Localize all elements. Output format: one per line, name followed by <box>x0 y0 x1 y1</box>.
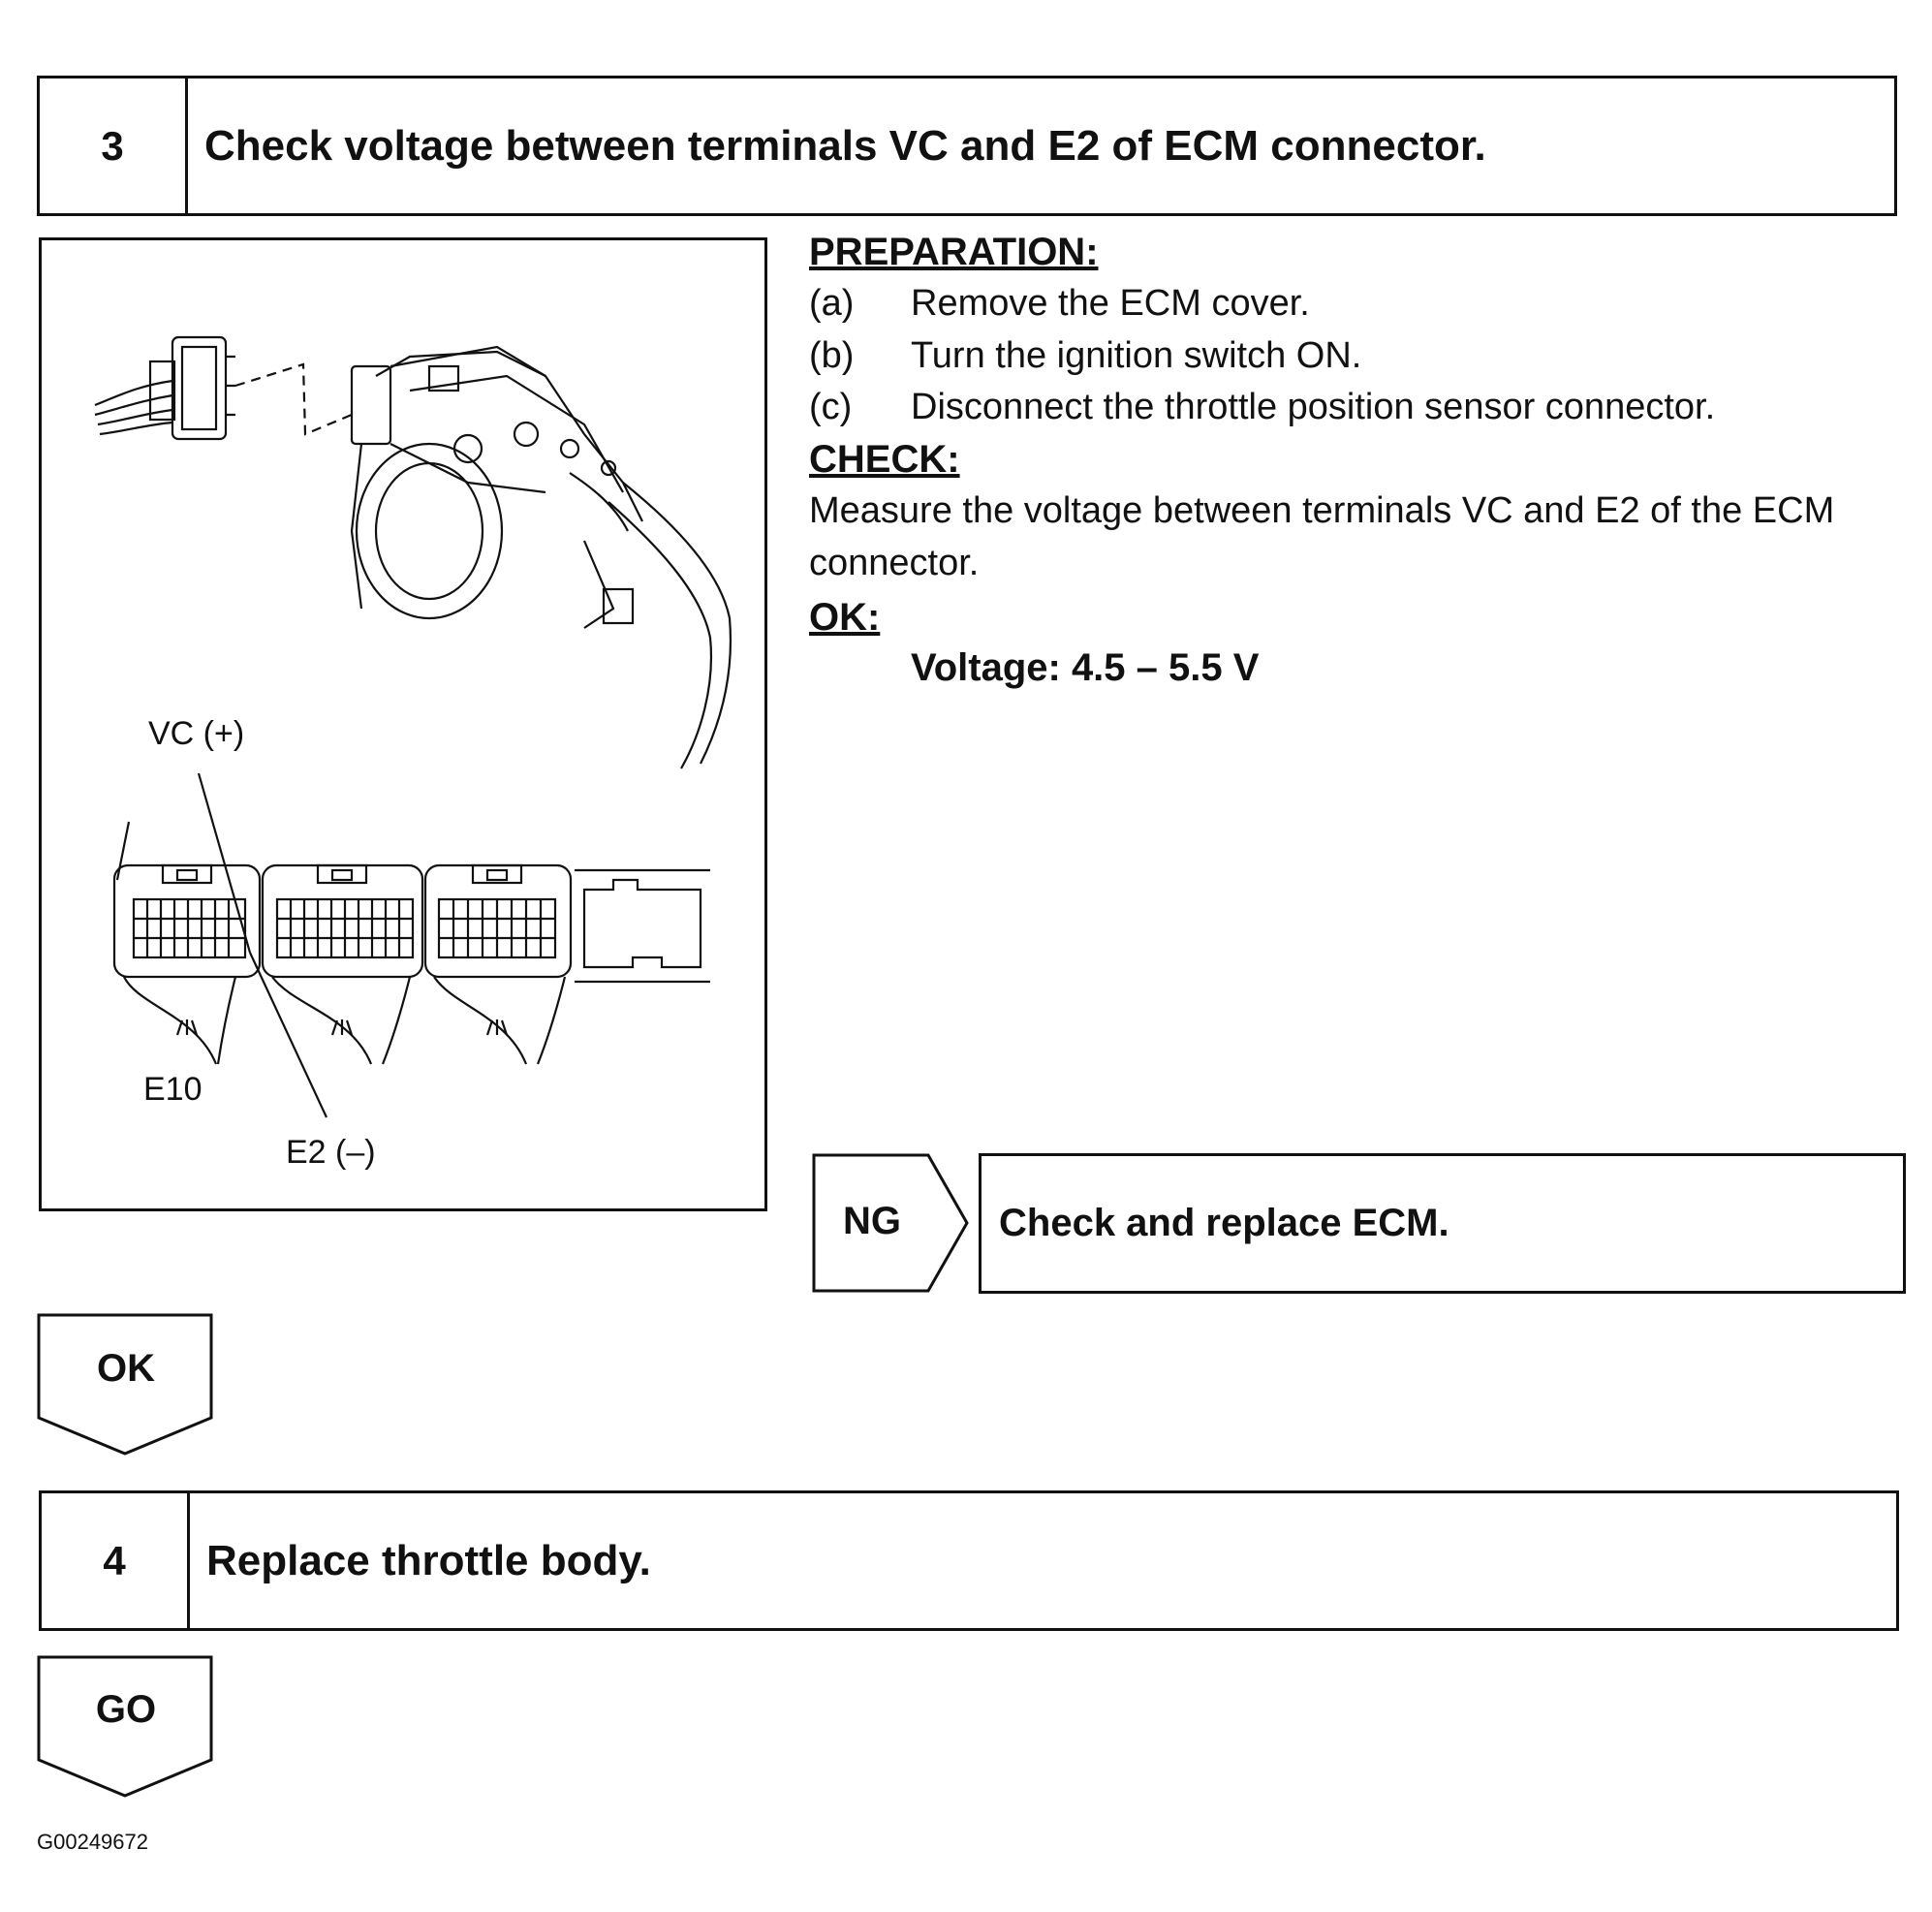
ok-label: OK <box>97 1347 155 1390</box>
step-title: Replace throttle body. <box>206 1536 651 1584</box>
ng-action-box <box>979 1153 1906 1294</box>
check-heading: CHECK: <box>809 438 960 481</box>
ok-voltage-value: Voltage: 4.5 – 5.5 V <box>911 646 1260 689</box>
prep-step-c-marker: (c) <box>809 387 853 427</box>
prep-step-c-text: Disconnect the throttle position sensor connector. <box>911 387 1716 427</box>
check-text-line-2: connector. <box>809 543 980 583</box>
preparation-heading: PREPARATION: <box>809 231 1099 273</box>
step-title: Check voltage between terminals VC and E2 of ECM connector. <box>204 121 1486 170</box>
prep-step-b-text: Turn the ignition switch ON. <box>911 335 1362 376</box>
label-e10: E10 <box>143 1071 203 1108</box>
prep-step-b-marker: (b) <box>809 335 855 376</box>
ng-action-text: Check and replace ECM. <box>999 1202 1449 1244</box>
step-number: 4 <box>42 1493 190 1628</box>
ok-heading: OK: <box>809 596 881 639</box>
ng-label: NG <box>843 1200 901 1242</box>
label-e2-minus: E2 (–) <box>286 1134 376 1171</box>
prep-step-a-text: Remove the ECM cover. <box>911 283 1310 324</box>
check-text-line-1: Measure the voltage between terminals VC and E2 of the ECM <box>809 490 1835 531</box>
figure-id: G00249672 <box>37 1830 148 1854</box>
go-label: GO <box>95 1688 157 1731</box>
step-4-header <box>39 1490 1899 1631</box>
step-3-header <box>37 76 1897 216</box>
connector-illustration <box>39 237 767 1211</box>
step-number: 3 <box>40 78 188 213</box>
label-vc-plus: VC (+) <box>148 715 245 752</box>
prep-step-a-marker: (a) <box>809 283 855 324</box>
